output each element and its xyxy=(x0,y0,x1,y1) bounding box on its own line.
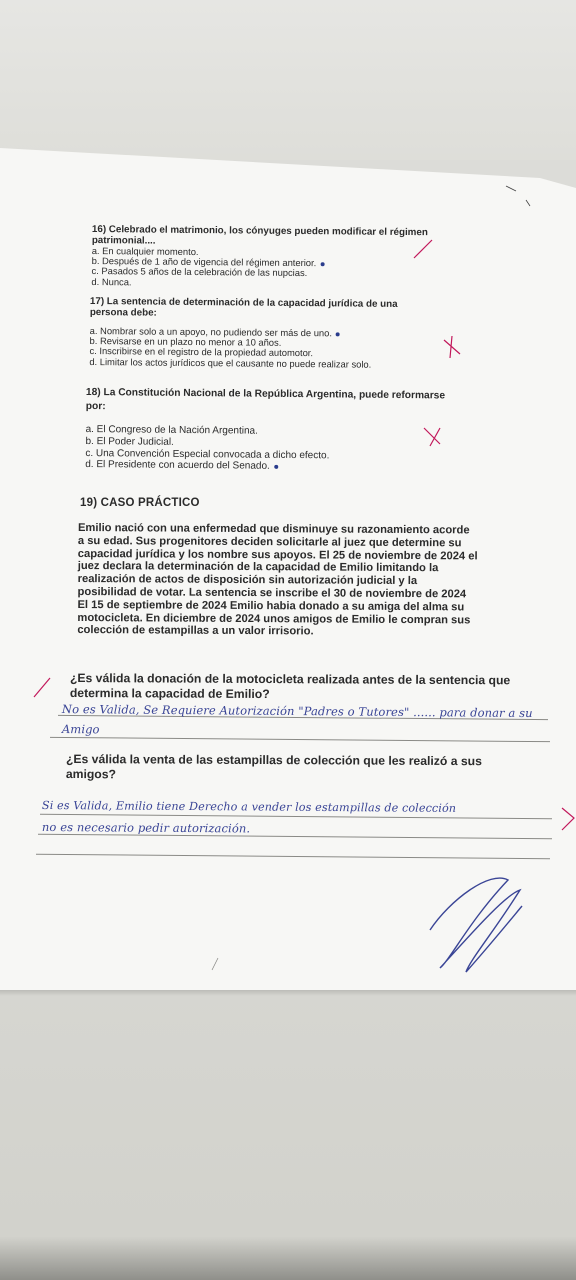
option-17-b: b. Revisarse en un plazo no menor a 10 años. xyxy=(89,335,282,349)
case-line: juez declara la determinación de la capacidad de Emilio limitando la xyxy=(77,560,439,575)
case-line: capacidad jurídica y los nombre sus apoyos. El 25 de noviembre de 2024 el xyxy=(77,547,478,563)
case-question-1-line1: ¿Es válida la donación de la motocicleta realizada antes de la sentencia que xyxy=(69,671,511,688)
case-line: posibilidad de votar. La sentencia se inscribe el 30 de noviembre de 2024 xyxy=(77,585,467,601)
case-line: motocicleta. En diciembre de 2024 unos amigos de Emilio le compran sus xyxy=(77,611,471,626)
check-mark-icon xyxy=(562,808,574,830)
question-17-title-cont: persona debe: xyxy=(89,306,157,319)
cross-mark-icon xyxy=(424,428,440,446)
question-17-title: 17) La sentencia de determinación de la capacidad jurídica de una xyxy=(89,296,398,310)
case-question-2-line1: ¿Es válida la venta de las estampillas de colección que les realizó a sus xyxy=(65,752,482,769)
question-16-title-cont: patrimonial.... xyxy=(91,234,156,247)
option-18-c: c. Una Convención Especial convocada a dicho efecto. xyxy=(85,447,330,461)
option-16-c: c. Pasados 5 años de la celebración de las nupcias. xyxy=(91,265,308,279)
option-16-d: d. Nunca. xyxy=(91,275,132,287)
pencil-stroke xyxy=(212,186,530,970)
handwritten-answer-2: Si es Valida, Emilio tiene Derecho a vender los estampillas de colección xyxy=(41,799,457,815)
option-17-a: a. Nombrar solo a un apoyo, no pudiendo ser más de uno. xyxy=(90,326,398,339)
option-16-b: b. Después de 1 año de vigencia del régimen anterior. xyxy=(92,256,428,269)
handwritten-answer-2-cont: no es necesario pedir autorización. xyxy=(41,820,251,836)
case-question-2-line2: amigos? xyxy=(65,766,117,782)
question-18-title: 18) La Constitución Nacional de la República Argentina, puede reformarse xyxy=(85,387,446,402)
check-mark-icon xyxy=(414,240,432,258)
case-line: El 15 de septiembre de 2024 Emilio habia donado a su amiga del alma su xyxy=(77,598,465,614)
question-16-title: 16) Celebrado el matrimonio, los cónyuges pueden modificar el régimen xyxy=(91,224,428,239)
option-17-d: d. Limitar los actos jurídicos que el causante no puede realizar solo. xyxy=(89,355,372,370)
option-18-a: a. El Congreso de la Nación Argentina. xyxy=(85,423,258,437)
cross-mark-icon xyxy=(444,336,460,358)
case-line: colección de estampillas a un valor irrisorio. xyxy=(77,624,314,638)
option-17-c: c. Inscribirse en el registro de la propiedad automotor. xyxy=(89,345,314,359)
check-mark-icon xyxy=(34,678,50,697)
handwritten-answer-1: No es Valida, Se Requiere Autorización "Padres o Tutores" ...... para donar a su xyxy=(61,702,533,721)
case-line: Emilio nació con una enfermedad que disminuye su razonamiento acorde xyxy=(77,522,470,537)
case-question-1-line2: determina la capacidad de Emilio? xyxy=(69,685,270,702)
handwritten-answer-1-cont: Amigo xyxy=(61,722,100,737)
case-line: a su edad. Sus progenitores deciden solicitarle al juez que determine su xyxy=(77,534,462,550)
option-18-d: d. El Presidente con acuerdo del Senado. xyxy=(85,459,444,474)
case-title: 19) CASO PRÁCTICO xyxy=(80,497,200,509)
option-16-a: a. En cualquier momento. xyxy=(91,244,199,258)
signature-icon xyxy=(430,878,522,972)
case-line: realización de actos de disposición sin autorización judicial y la xyxy=(77,573,418,588)
option-18-b: b. El Poder Judicial. xyxy=(85,435,174,448)
question-18-title-cont: por: xyxy=(85,400,106,413)
